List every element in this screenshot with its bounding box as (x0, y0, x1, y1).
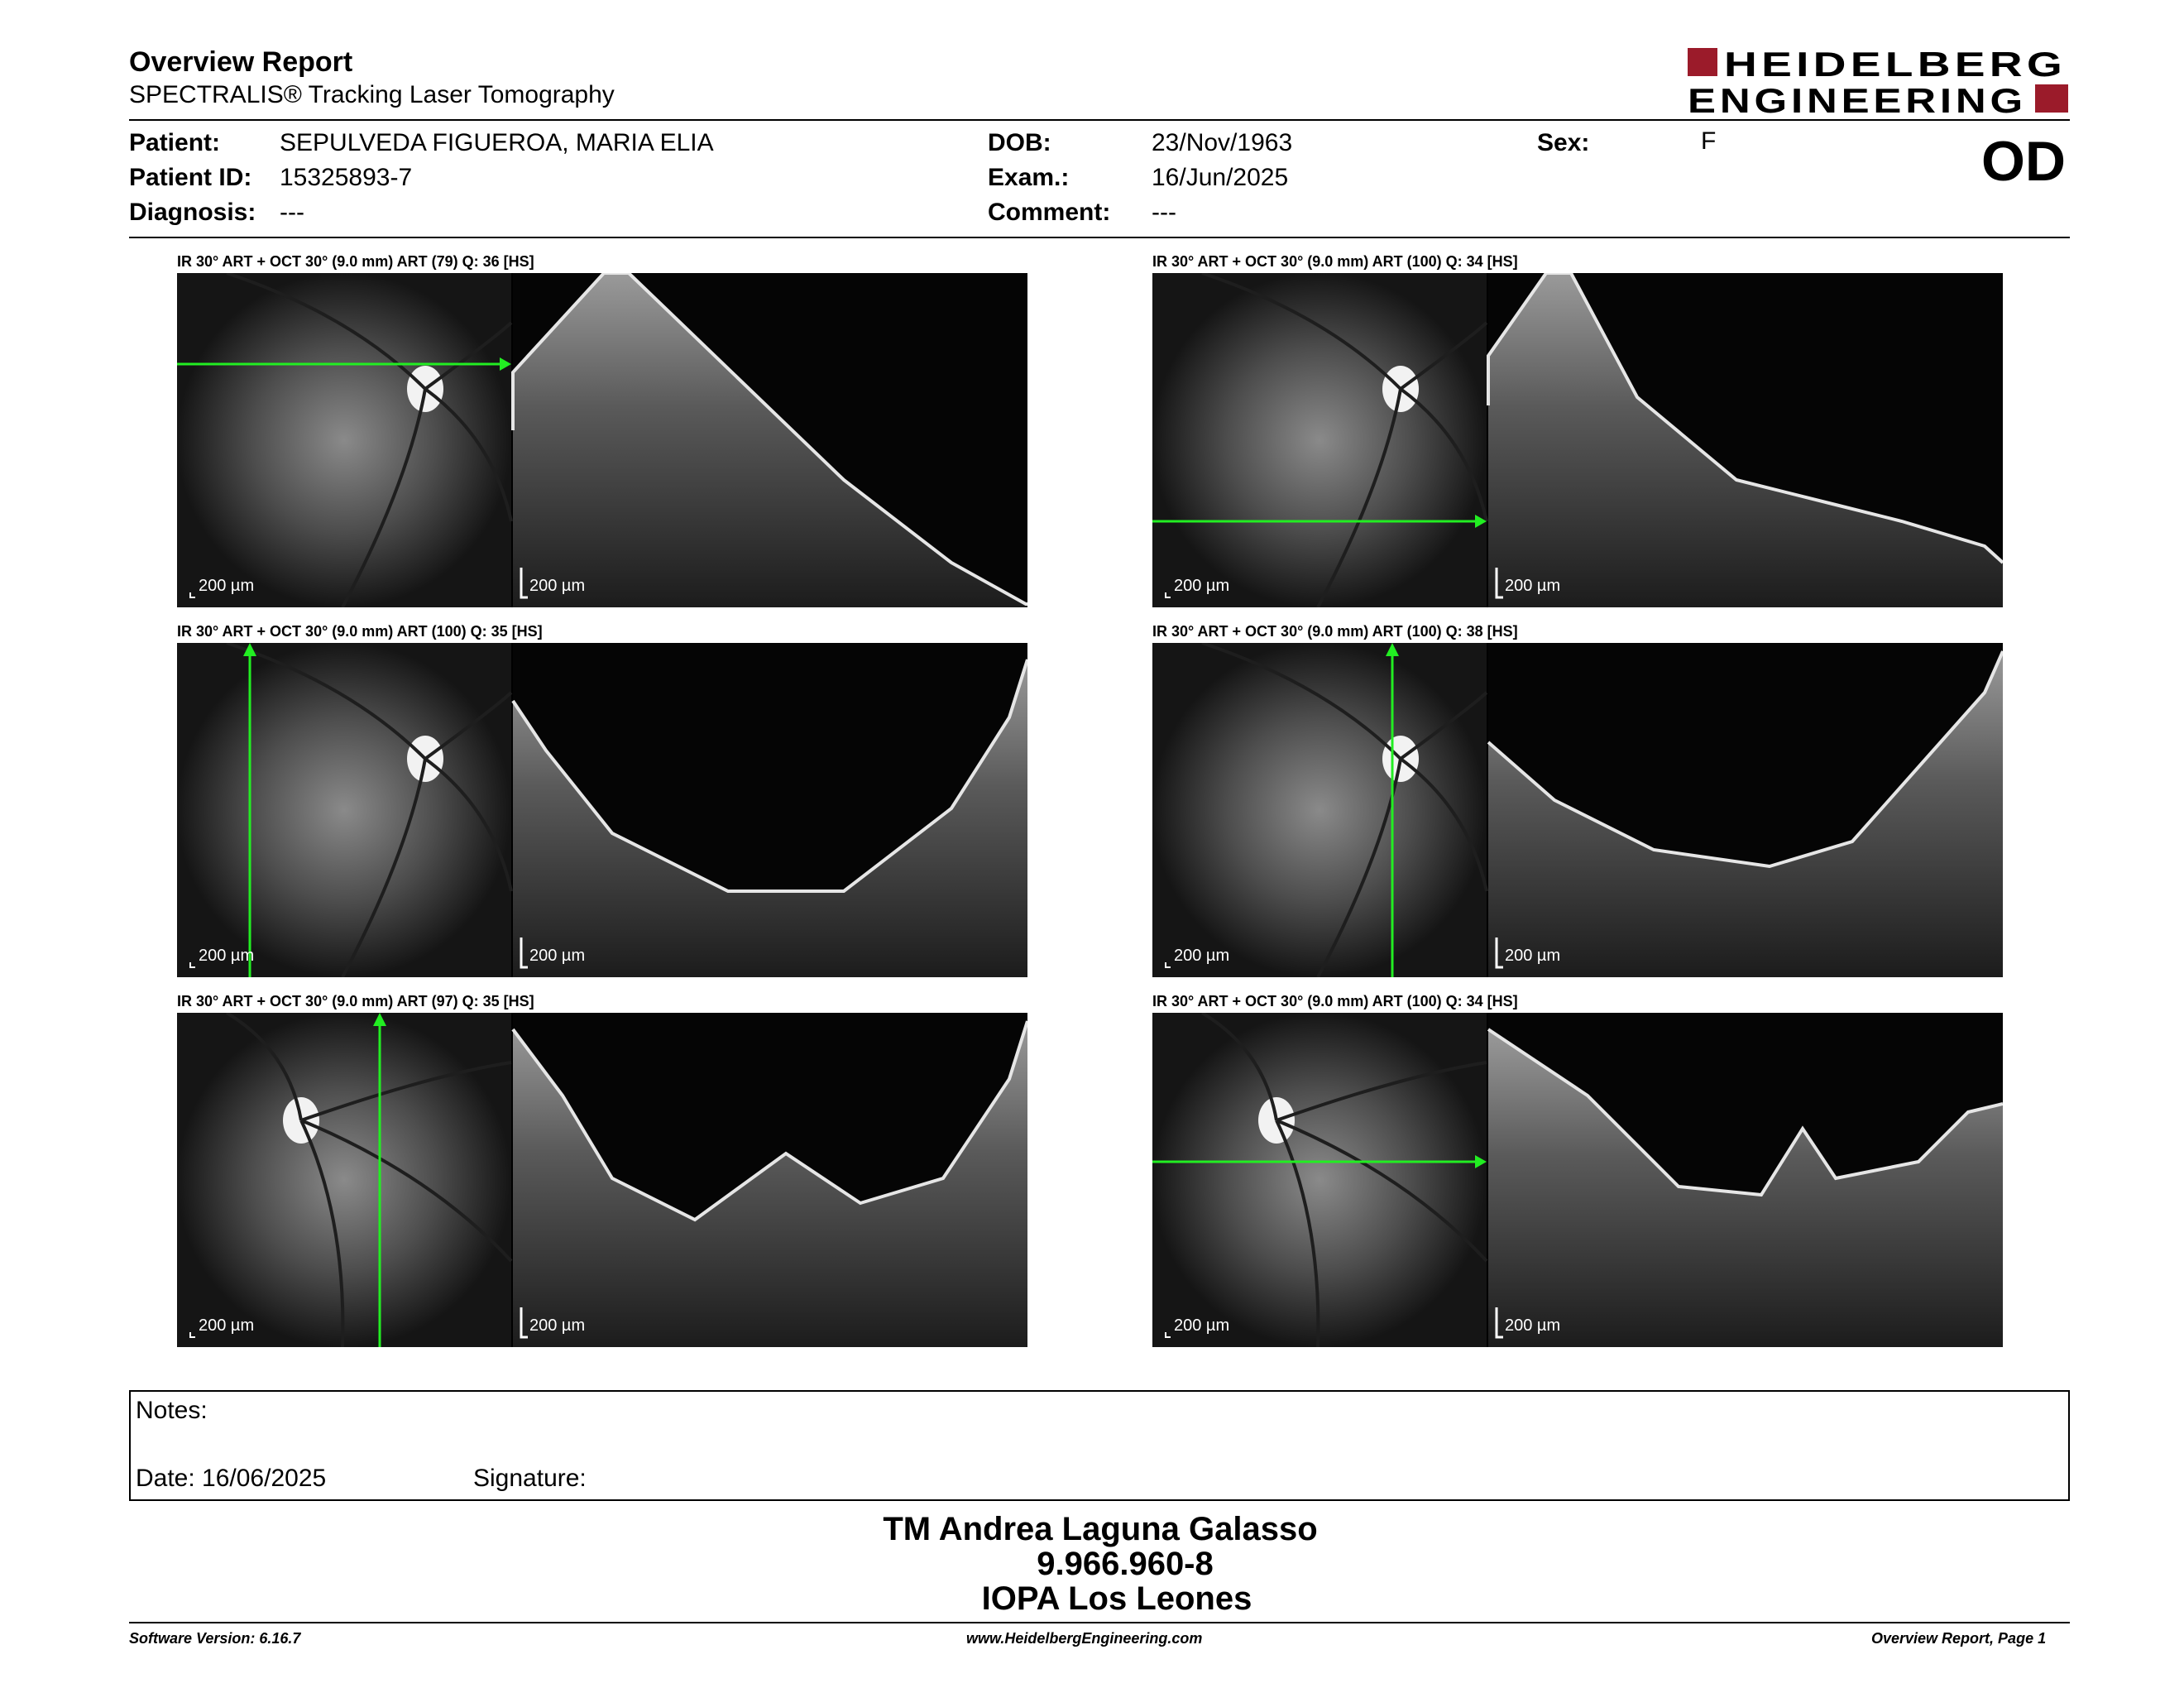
scan-panel[interactable] (177, 273, 1027, 607)
scan-label: IR 30° ART + OCT 30° (9.0 mm) ART (100) Q: 34 [HS] (1152, 993, 1518, 1009)
ir-scale-label: 200 µm (199, 577, 255, 595)
dob-label: DOB: (988, 129, 1051, 156)
oct-scale-label: 200 µm (529, 577, 586, 595)
scan-panel[interactable] (177, 643, 1027, 977)
oct-scale-label: 200 µm (1505, 947, 1561, 965)
ir-fundus-image (177, 1013, 511, 1347)
scan-panel[interactable] (1152, 1013, 2003, 1347)
ir-fundus-image (177, 273, 511, 607)
oct-scale-label: 200 µm (1505, 577, 1561, 595)
exam-value: 16/Jun/2025 (1152, 164, 1289, 191)
ir-fundus-image (1152, 273, 1487, 607)
ir-scale-label: 200 µm (199, 947, 255, 965)
comment-label: Comment: (988, 199, 1111, 226)
scan-label: IR 30° ART + OCT 30° (9.0 mm) ART (79) Q: 36 [HS] (177, 253, 534, 270)
signer-id: 9.966.960-8 (1037, 1546, 1214, 1582)
dob-value: 23/Nov/1963 (1152, 129, 1293, 156)
patient-id-label: Patient ID: (129, 164, 252, 191)
heidelberg-logo (1688, 46, 2068, 116)
patient-label: Patient: (129, 129, 221, 156)
scan-label: IR 30° ART + OCT 30° (9.0 mm) ART (100) Q: 34 [HS] (1152, 253, 1518, 270)
software-version: Software Version: 6.16.7 (129, 1630, 301, 1647)
signer-institution: IOPA Los Leones (981, 1580, 1252, 1617)
oct-scale-label: 200 µm (529, 947, 586, 965)
signature-label: Signature: (473, 1465, 587, 1492)
diagnosis-label: Diagnosis: (129, 199, 256, 226)
page-indicator: Overview Report, Page 1 (1871, 1630, 2047, 1647)
signer-name: TM Andrea Laguna Galasso (883, 1511, 1318, 1547)
footer-divider (129, 1622, 2070, 1623)
patient-divider (129, 237, 2070, 238)
sex-value: F (1701, 127, 1717, 155)
notes-label: Notes: (136, 1397, 208, 1424)
ir-scale-label: 200 µm (199, 1316, 255, 1335)
scan-panel[interactable] (1152, 273, 2003, 607)
sex-label: Sex: (1537, 129, 1590, 156)
patient-name: SEPULVEDA FIGUEROA, MARIA ELIA (280, 129, 714, 156)
scan-panel[interactable] (1152, 643, 2003, 977)
svg-text:HEIDELBERG: HEIDELBERG (1724, 46, 2067, 84)
svg-text:ENGINEERING: ENGINEERING (1688, 81, 2027, 116)
patient-id: 15325893-7 (280, 164, 413, 191)
website-link[interactable]: www.HeidelbergEngineering.com (966, 1630, 1203, 1647)
notes-box[interactable] (129, 1390, 2070, 1501)
oct-scale-label: 200 µm (529, 1316, 586, 1335)
ir-fundus-image (1152, 1013, 1487, 1347)
ir-fundus-image (1152, 643, 1487, 977)
eye-indicator: OD (1981, 130, 2066, 193)
scan-label: IR 30° ART + OCT 30° (9.0 mm) ART (97) Q: 35 [HS] (177, 993, 534, 1009)
scan-panel[interactable] (177, 1013, 1027, 1347)
exam-label: Exam.: (988, 164, 1070, 191)
oct-scale-label: 200 µm (1505, 1316, 1561, 1335)
ir-scale-label: 200 µm (1174, 947, 1230, 965)
report-title: Overview Report (129, 46, 353, 78)
header-divider (129, 119, 2070, 121)
diagnosis-value: --- (280, 199, 304, 226)
comment-value: --- (1152, 199, 1176, 226)
notes-date: Date: 16/06/2025 (136, 1465, 327, 1492)
scan-label: IR 30° ART + OCT 30° (9.0 mm) ART (100) Q: 35 [HS] (177, 623, 543, 640)
ir-fundus-image (177, 643, 511, 977)
ir-scale-label: 200 µm (1174, 577, 1230, 595)
report-subtitle: SPECTRALIS® Tracking Laser Tomography (129, 81, 615, 108)
scan-label: IR 30° ART + OCT 30° (9.0 mm) ART (100) Q: 38 [HS] (1152, 623, 1518, 640)
ir-scale-label: 200 µm (1174, 1316, 1230, 1335)
